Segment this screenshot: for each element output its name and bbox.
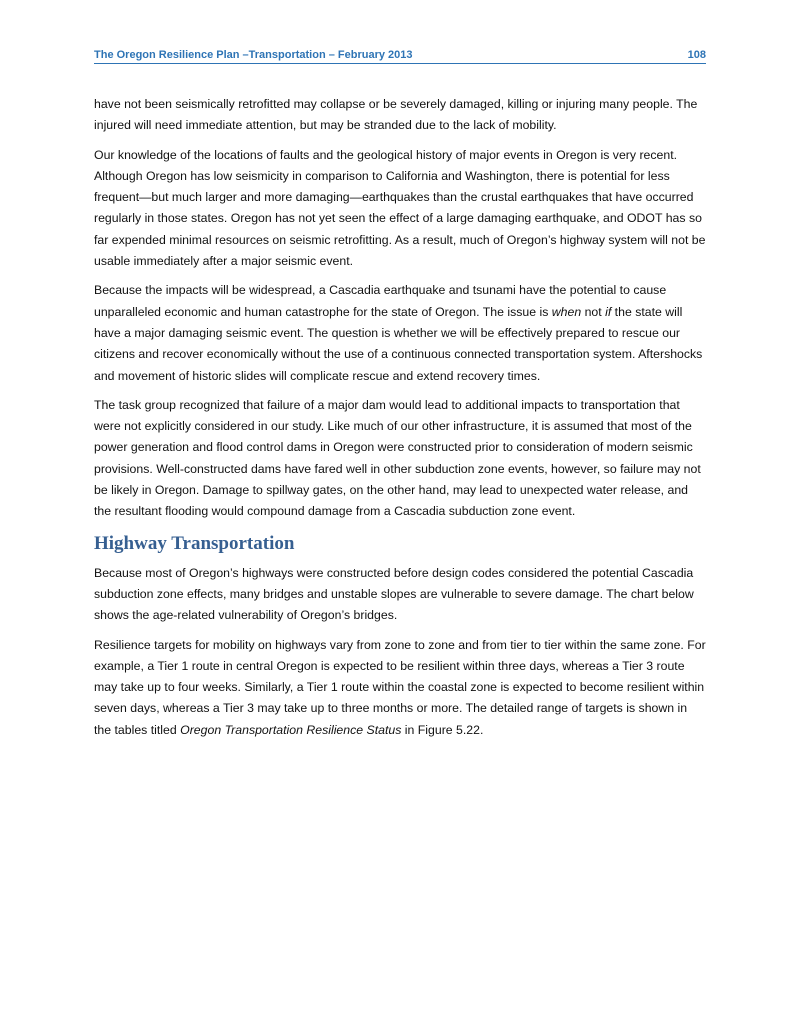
paragraph-dam-failure: The task group recognized that failure of a major dam would lead to additional impacts to transportation that were not explicitly considered in our study. Like much of our other infrastructure, it is assumed that most of the power generation and flood control dams in Oregon were constructed prior to consideration of modern seismic provisions. Well-constructed dams have fared well in other subduction zone events, however, so failure may not be likely in Oregon. Damage to spillway gates, on the other hand, may lead to unexpected water release, and the resultant flooding would compound damage from a Cascadia subduction zone event. [94, 397, 701, 519]
paragraph-cascadia-impacts [94, 280, 706, 386]
text-run: not [581, 304, 606, 319]
section-heading: Highway Transportation [94, 532, 295, 554]
page-number: 108 [687, 49, 706, 61]
emphasis-table-title: Oregon Transportation Resilience Status [180, 722, 402, 737]
emphasis-if: if [605, 304, 612, 319]
text-run: Because the impacts will be widespread, a Cascadia earthquake and tsunami have the potential to cause unparalleled economic and human catastrophe for the state of Oregon. The issue is [94, 283, 667, 319]
page-content [94, 94, 706, 749]
paragraph-resilience-targets [94, 635, 706, 741]
emphasis-when: when [551, 304, 582, 319]
paragraph-mobility: have not been seismically retrofitted may collapse or be severely damaged, killing or injuring many people. The injured will need immediate attention, but may be stranded due to the lack of mobility. [94, 97, 698, 133]
text-run: in Figure 5.22. [401, 722, 484, 737]
running-header [94, 48, 706, 64]
text-run: Resilience targets for mobility on highways vary from zone to zone and from tier to tier within the same zone. For example, a Tier 1 route in central Oregon is expected to be resilient within three days, whereas a Tier 3 route may take up to four weeks. Similarly, a Tier 1 route within the coastal zone is expected to become resilient within seven days, whereas a Tier 3 may take up to three months or more. The detailed range of targets is shown in the tables titled [94, 637, 706, 737]
header-title: The Oregon Resilience Plan –Transportation – February 2013 [94, 49, 413, 61]
paragraph-bridge-vulnerability: Because most of Oregon’s highways were constructed before design codes considered the potential Cascadia subduction zone effects, many bridges and unstable slopes are vulnerable to severe damage. The chart below shows the age-related vulnerability of Oregon’s bridges. [94, 565, 694, 623]
paragraph-faults-knowledge: Our knowledge of the locations of faults and the geological history of major events in Oregon is very recent. Although Oregon has low seismicity in comparison to California and Washington, there is potential for less frequent—but much larger and more damaging—earthquakes than the crustal earthquakes that have occurred regularly in those states. Oregon has not yet seen the effect of a large damaging earthquake, and ODOT has so far expended minimal resources on seismic retrofitting. As a result, much of Oregon’s highway system will not be usable immediately after a major seismic event. [94, 147, 706, 269]
text-run: the state will have a major damaging seismic event. The question is whether we will be effectively prepared to rescue our citizens and recover economically without the use of a continuous connected transportation system. Aftershocks and movement of historic slides will complicate rescue and extend recovery times. [94, 304, 703, 383]
